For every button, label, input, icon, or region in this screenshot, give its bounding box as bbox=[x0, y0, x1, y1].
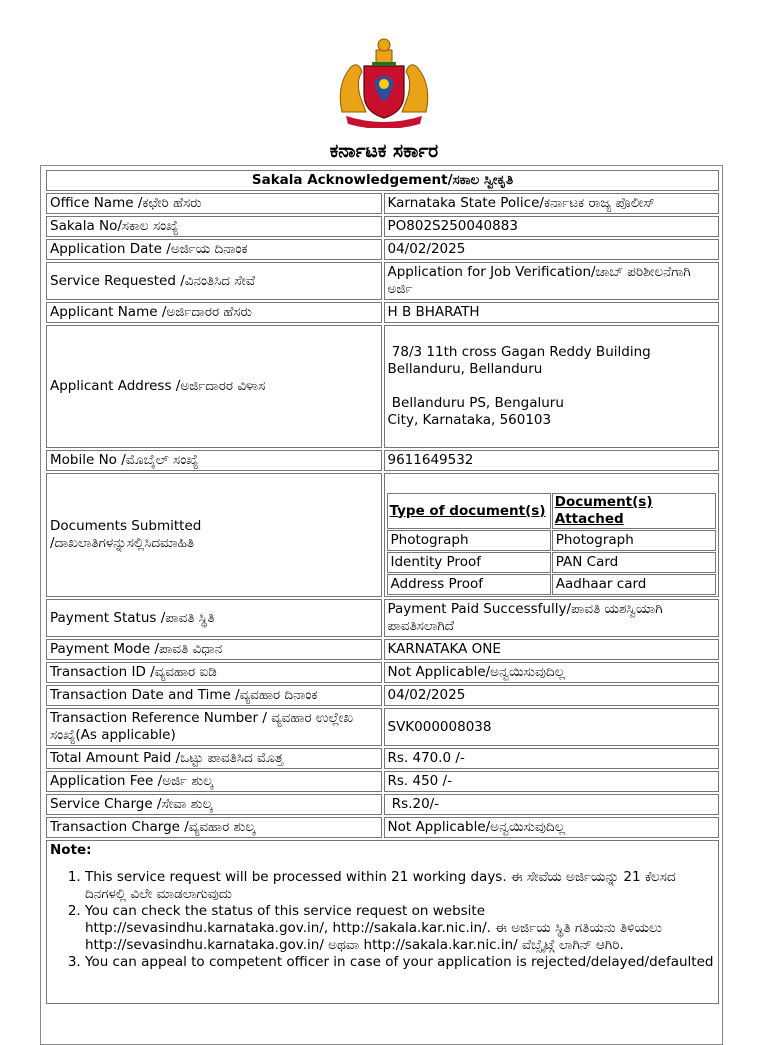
documents-label-line-1: Documents Submitted bbox=[50, 518, 202, 534]
table-row bbox=[46, 639, 719, 660]
note-row bbox=[46, 840, 719, 1004]
type-of-document-header: Type of document(s) bbox=[387, 493, 551, 529]
applicant-address-label: Applicant Address /ಅರ್ಜಿದಾರರ ವಿಳಾಸ bbox=[46, 325, 382, 448]
total-amount-value: Rs. 470.0 /- bbox=[384, 748, 720, 769]
documents-submitted-label bbox=[46, 473, 382, 597]
document-attached: Photograph bbox=[552, 530, 716, 551]
application-fee-value: Rs. 450 /- bbox=[384, 771, 720, 792]
transaction-id-label: Transaction ID /ವ್ಯವಹಾರ ಐಡಿ bbox=[46, 662, 382, 683]
table-row bbox=[46, 771, 719, 792]
attached-header-line-2: Attached bbox=[554, 511, 624, 527]
applicant-address-value bbox=[384, 325, 720, 448]
note-item: 1. This service request will be processed within 21 working days. ಈ ಸೇವೆಯ ಅರ್ಜಿಯನ್ನು 21 ಕೆಲಸದ ದಿನಗಳಲ್ಲಿ ವಿಲೇ ಮಾಡಲಾಗುವುದು bbox=[85, 869, 715, 903]
note-item: 3. You can appeal to competent officer in case of your application is rejected/delayed/defaulted bbox=[85, 954, 715, 971]
table-row bbox=[46, 817, 719, 838]
payment-mode-label: Payment Mode /ಪಾವತಿ ವಿಧಾನ bbox=[46, 639, 382, 660]
total-amount-label: Total Amount Paid /ಒಟ್ಟು ಪಾವತಿಸಿದ ಮೊತ್ತ bbox=[46, 748, 382, 769]
note-title: Note: bbox=[50, 842, 92, 858]
government-title: ಕರ್ನಾಟಕ ಸರ್ಕಾರ bbox=[329, 140, 439, 162]
office-name-label: Office Name /ಕಛೇರಿ ಹೆಸರು bbox=[46, 193, 382, 214]
table-row bbox=[46, 748, 719, 769]
note-list bbox=[50, 869, 715, 971]
table-row bbox=[46, 794, 719, 815]
acknowledgement-title: Sakala Acknowledgement/ಸಕಾಲ ಸ್ವೀಕೃತಿ bbox=[46, 170, 719, 191]
acknowledgement-table bbox=[44, 168, 721, 1006]
payment-status-value: Payment Paid Successfully/ಪಾವತಿ ಯಶಸ್ವಿಯಾಗಿ ಪಾವತಿಸಲಾಗಿದೆ bbox=[384, 599, 720, 637]
attached-header-line-1: Document(s) bbox=[554, 494, 653, 510]
service-requested-label: Service Requested /ವಿನಂತಿಸಿದ ಸೇವೆ bbox=[46, 262, 382, 300]
application-date-label: Application Date /ಅರ್ಜಿಯ ದಿನಾಂಕ bbox=[46, 239, 382, 260]
application-fee-label: Application Fee /ಅರ್ಜಿ ಶುಲ್ಕ bbox=[46, 771, 382, 792]
table-row bbox=[46, 685, 719, 706]
table-row bbox=[387, 530, 717, 551]
payment-mode-value: KARNATAKA ONE bbox=[384, 639, 720, 660]
table-row bbox=[46, 193, 719, 214]
transaction-date-label: Transaction Date and Time /ವ್ಯವಹಾರ ದಿನಾಂಕ bbox=[46, 685, 382, 706]
office-name-value: Karnataka State Police/ಕರ್ನಾಟಕ ರಾಜ್ಯ ಪೊಲೀಸ್ bbox=[384, 193, 720, 214]
sakala-no-label: Sakala No/ಸಕಾಲ ಸಂಖ್ಯೆ bbox=[46, 216, 382, 237]
service-charge-value: Rs.20/- bbox=[384, 794, 720, 815]
table-row bbox=[46, 302, 719, 323]
note-item: 2. You can check the status of this service request on website http://sevasindhu.karnataka.gov.in/, http://sakala.kar.nic.in/. ಈ ಅರ್ಜಿಯ ಸ್ಥಿತಿ ಗತಿಯನು ತಿಳಿಯಲು http://sevasindhu.karnataka.gov.in/ ಅಥವಾ http://sakala.kar.nic.in/ ವೆಬ್ಸೈಟ್ಗೆ ಲಾಗಿನ್ ಆಗಿರಿ. bbox=[85, 903, 715, 954]
address-line-4: City, Karnataka, 560103 bbox=[387, 412, 552, 428]
address-line-1: 78/3 11th cross Gagan Reddy Building bbox=[387, 344, 651, 360]
table-row bbox=[46, 325, 719, 448]
address-line-2: Bellanduru, Bellanduru bbox=[387, 361, 543, 377]
documents-header-row bbox=[387, 493, 717, 529]
table-header-row bbox=[46, 170, 719, 191]
karnataka-emblem bbox=[332, 36, 436, 128]
transaction-date-value: 04/02/2025 bbox=[384, 685, 720, 706]
document-type: Identity Proof bbox=[387, 552, 551, 573]
transaction-charge-label: Transaction Charge /ವ್ಯವಹಾರ ಶುಲ್ಕ bbox=[46, 817, 382, 838]
table-row bbox=[46, 216, 719, 237]
service-requested-value: Application for Job Verification/ಜಾಬ್ ಪರಿಶೀಲನೆಗಾಗಿ ಅರ್ಜಿ bbox=[384, 262, 720, 300]
table-row bbox=[46, 473, 719, 597]
mobile-no-label: Mobile No /ಮೊಬೈಲ್ ಸಂಖ್ಯೆ bbox=[46, 450, 382, 471]
address-line-3: Bellanduru PS, Bengaluru bbox=[387, 395, 564, 411]
table-row bbox=[46, 450, 719, 471]
table-row bbox=[46, 708, 719, 746]
table-row bbox=[46, 262, 719, 300]
document-type: Photograph bbox=[387, 530, 551, 551]
sakala-no-value: PO802S250040883 bbox=[384, 216, 720, 237]
table-row bbox=[387, 574, 717, 595]
table-row bbox=[46, 239, 719, 260]
payment-status-label: Payment Status /ಪಾವತಿ ಸ್ಥಿತಿ bbox=[46, 599, 382, 637]
table-row bbox=[46, 599, 719, 637]
transaction-reference-value: SVK000008038 bbox=[384, 708, 720, 746]
documents-table-cell bbox=[384, 473, 720, 597]
acknowledgement-table-wrapper bbox=[44, 168, 721, 1006]
documents-table bbox=[386, 492, 718, 596]
service-charge-label: Service Charge /ಸೇವಾ ಶುಲ್ಕ bbox=[46, 794, 382, 815]
document-type: Address Proof bbox=[387, 574, 551, 595]
transaction-reference-label: Transaction Reference Number / ವ್ಯವಹಾರ ಉಲ್ಲೇಖ ಸಂಖ್ಯೆ(As applicable) bbox=[46, 708, 382, 746]
transaction-id-value: Not Applicable/ಅನ್ವಯಿಸುವುದಿಲ್ಲ bbox=[384, 662, 720, 683]
mobile-no-value: 9611649532 bbox=[384, 450, 720, 471]
documents-attached-header bbox=[552, 493, 716, 529]
applicant-name-label: Applicant Name /ಅರ್ಜಿದಾರರ ಹೆಸರು bbox=[46, 302, 382, 323]
documents-label-line-2: /ದಾಖಲಾತಿಗಳನ್ನುಸಲ್ಲಿಸಿದಮಾಹಿತಿ bbox=[50, 535, 195, 551]
document-attached: Aadhaar card bbox=[552, 574, 716, 595]
table-row bbox=[387, 552, 717, 573]
document-attached: PAN Card bbox=[552, 552, 716, 573]
application-date-value: 04/02/2025 bbox=[384, 239, 720, 260]
applicant-name-value: H B BHARATH bbox=[384, 302, 720, 323]
table-row bbox=[46, 662, 719, 683]
note-section bbox=[46, 840, 719, 1004]
transaction-charge-value: Not Applicable/ಅನ್ವಯಿಸುವುದಿಲ್ಲ bbox=[384, 817, 720, 838]
